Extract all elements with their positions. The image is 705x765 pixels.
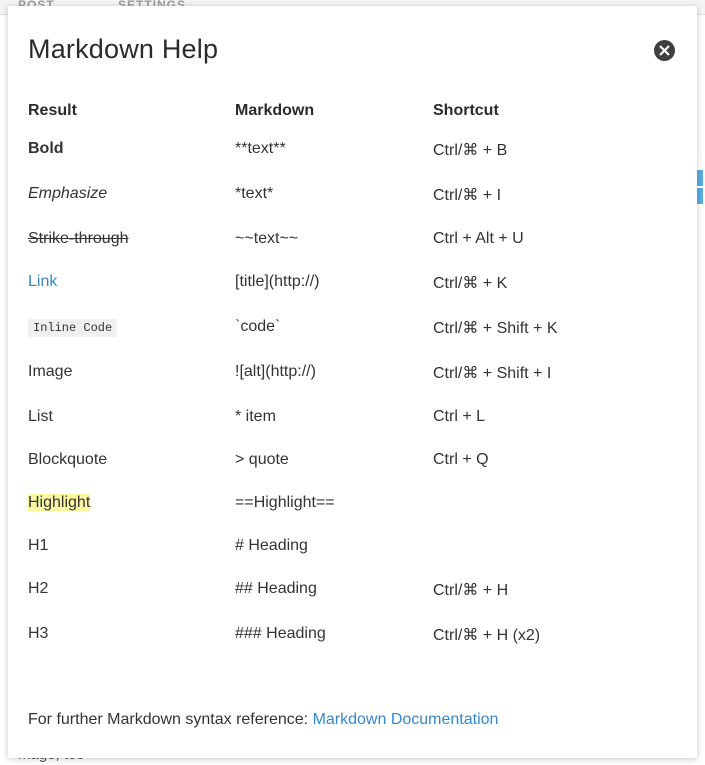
result-sample[interactable]: Link [28, 273, 58, 290]
column-header-markdown: Markdown [235, 102, 315, 119]
footer-note-text: For further Markdown syntax reference: [28, 711, 313, 728]
cell-result [28, 494, 235, 537]
cell-result [28, 185, 235, 230]
cell-shortcut [433, 494, 668, 537]
table-row [28, 451, 668, 494]
table-row [28, 140, 668, 185]
close-icon[interactable] [654, 40, 675, 61]
cell-markdown: **text** [235, 140, 286, 157]
cell-markdown: ## Heading [235, 580, 317, 597]
table-row [28, 408, 668, 451]
cell-markdown: > quote [235, 451, 289, 468]
table-row [28, 318, 668, 363]
table-row [28, 625, 668, 670]
result-sample: H2 [28, 580, 49, 597]
footer-note [28, 711, 498, 729]
cell-shortcut: Ctrl/⌘ + Shift + I [433, 365, 552, 382]
page-title: Markdown Help [28, 34, 219, 64]
cell-shortcut: Ctrl/⌘ + I [433, 187, 502, 204]
cell-markdown: ### Heading [235, 625, 326, 642]
cell-markdown: `code` [235, 318, 281, 335]
result-sample: H3 [28, 625, 49, 642]
table-row [28, 580, 668, 625]
cell-shortcut: Ctrl + Alt + U [433, 230, 524, 247]
cell-markdown: [title](http://) [235, 273, 320, 290]
cell-result [28, 408, 235, 451]
result-sample: List [28, 408, 53, 425]
column-header-result: Result [28, 102, 77, 119]
table-row [28, 273, 668, 318]
cell-shortcut: Ctrl/⌘ + Shift + K [433, 320, 558, 337]
cell-shortcut: Ctrl + L [433, 408, 486, 425]
result-sample: Blockquote [28, 451, 108, 468]
result-sample: Strike-through [28, 230, 129, 247]
cell-shortcut [433, 537, 668, 580]
markdown-shortcut-table [28, 102, 668, 670]
cell-shortcut: Ctrl/⌘ + B [433, 142, 508, 159]
cell-shortcut: Ctrl/⌘ + K [433, 275, 508, 292]
cell-markdown: * item [235, 408, 276, 425]
table-row [28, 185, 668, 230]
result-sample: Highlight [28, 494, 91, 511]
cell-markdown: ==Highlight== [235, 494, 335, 511]
table-row [28, 494, 668, 537]
cell-markdown: # Heading [235, 537, 308, 554]
cell-result [28, 273, 235, 318]
markdown-documentation-link[interactable]: Markdown Documentation [312, 711, 499, 728]
table-row [28, 537, 668, 580]
markdown-help-modal [8, 6, 697, 758]
cell-result [28, 363, 235, 408]
cell-markdown: ![alt](http://) [235, 363, 316, 380]
cell-result [28, 140, 235, 185]
table-body [28, 140, 668, 670]
column-header-shortcut: Shortcut [433, 102, 499, 119]
cell-markdown: ~~text~~ [235, 230, 299, 247]
cell-shortcut: Ctrl/⌘ + H (x2) [433, 627, 541, 644]
cell-markdown: *text* [235, 185, 274, 202]
cell-result [28, 451, 235, 494]
cell-shortcut: Ctrl + Q [433, 451, 489, 468]
cell-result [28, 580, 235, 625]
result-sample: Inline Code [28, 319, 117, 337]
table-row [28, 363, 668, 408]
table-header-row [28, 102, 668, 140]
table-row [28, 230, 668, 273]
cell-result [28, 230, 235, 273]
cell-shortcut: Ctrl/⌘ + H [433, 582, 509, 599]
cell-result [28, 318, 235, 363]
cell-result [28, 625, 235, 670]
cell-result [28, 537, 235, 580]
result-sample: Bold [28, 140, 64, 157]
result-sample: H1 [28, 537, 49, 554]
result-sample: Image [28, 363, 73, 380]
result-sample: Emphasize [28, 185, 108, 202]
